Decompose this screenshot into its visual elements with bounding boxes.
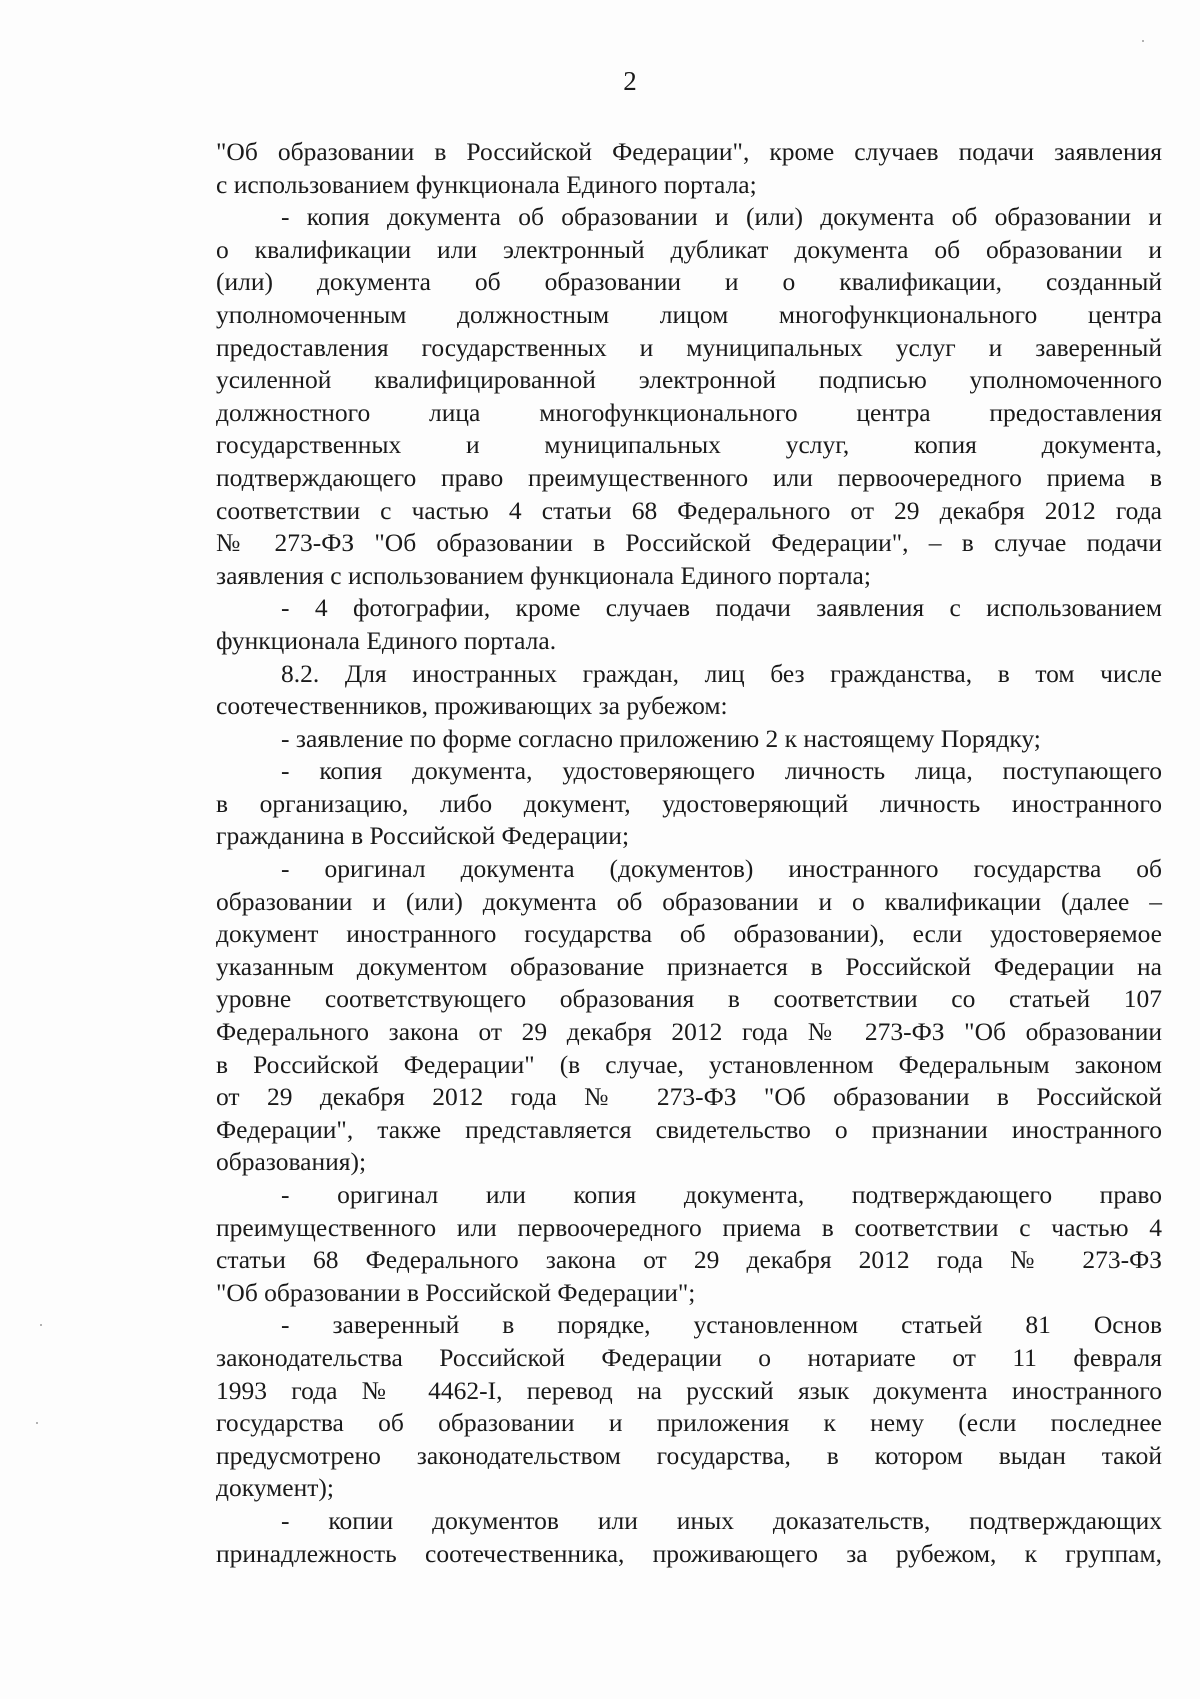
text-line: "Об образовании в Российской Федерации"; <box>216 1277 696 1307</box>
text-line: (или) документа об образовании и о квалификации, созданный <box>216 267 1162 297</box>
list-item-priority-right-document <box>216 1179 1162 1309</box>
text-line: заявления с использованием функционала Единого портала; <box>216 560 871 590</box>
list-item-photographs <box>216 592 1162 657</box>
text-line: Федерации", также представляется свидетельство о признании иностранного <box>216 1114 1162 1144</box>
text-line: - оригинал документа (документов) иностранного государства об <box>281 854 1162 884</box>
text-line: соотечественников, проживающих за рубежом: <box>216 691 728 721</box>
list-item-identity-document <box>216 755 1162 853</box>
text-line: предоставления государственных и муниципальных услуг и заверенный <box>216 332 1162 362</box>
text-line: образовании и (или) документа об образовании и о квалификации (далее – <box>216 886 1162 916</box>
list-item-foreign-education-original <box>216 853 1162 1179</box>
document-body <box>216 136 1162 1570</box>
text-line: государственных и муниципальных услуг, копия документа, <box>216 430 1162 460</box>
text-line: соответствии с частью 4 статьи 68 Федерального от 29 декабря 2012 года <box>216 495 1162 525</box>
text-line: - оригинал или копия документа, подтверждающего право <box>281 1180 1162 1209</box>
text-line: о квалификации или электронный дубликат документа об образовании и <box>216 234 1162 264</box>
text-line: должностного лица многофункционального центра предоставления <box>216 397 1162 427</box>
list-item-application-form <box>216 723 1162 756</box>
text-line: уровне соответствующего образования в соответствии со статьей 107 <box>216 984 1162 1014</box>
scan-speck <box>1142 40 1144 42</box>
text-line: 1993 года № 4462-I, перевод на русский язык документа иностранного <box>216 1375 1162 1405</box>
text-line: предусмотрено законодательством государства, в котором выдан такой <box>216 1440 1162 1470</box>
text-line: - копия документа, удостоверяющего личность лица, поступающего <box>281 756 1162 786</box>
text-line: подтверждающего право преимущественного или первоочередного приема в <box>216 462 1162 492</box>
text-line: "Об образовании в Российской Федерации", кроме случаев подачи заявления <box>216 137 1162 166</box>
list-item-education-document-copy <box>216 201 1162 592</box>
text-line: 8.2. Для иностранных граждан, лиц без гражданства, в том числе <box>281 658 1162 688</box>
text-line: функционала Единого портала. <box>216 625 557 655</box>
list-item-certified-translation <box>216 1309 1162 1505</box>
text-line: преимущественного или первоочередного приема в соответствии с частью 4 <box>216 1212 1162 1242</box>
list-item-compatriot-evidence <box>216 1505 1162 1570</box>
text-line: - 4 фотографии, кроме случаев подачи заявления с использованием <box>281 593 1162 623</box>
scan-speck <box>40 1324 42 1326</box>
text-line: указанным документом образование признается в Российской Федерации на <box>216 951 1162 981</box>
text-line: документ иностранного государства об образовании), если удостоверяемое <box>216 919 1162 949</box>
text-line: усиленной квалифицированной электронной подписью уполномоченного <box>216 365 1162 395</box>
text-line: государства об образовании и приложения к нему (если последнее <box>216 1408 1162 1438</box>
text-line: в Российской Федерации" (в случае, установленном Федеральным законом <box>216 1049 1162 1079</box>
text-line: образования); <box>216 1147 367 1177</box>
text-line: с использованием функционала Единого портала; <box>216 169 757 199</box>
text-line: документ); <box>216 1473 334 1503</box>
text-line: - заявление по форме согласно приложению 2 к настоящему Порядку; <box>281 723 1041 753</box>
text-line: - копии документов или иных доказательств, подтверждающих <box>281 1505 1162 1535</box>
text-line: статьи 68 Федерального закона от 29 декабря 2012 года № 273-ФЗ <box>216 1245 1162 1275</box>
text-line: - копия документа об образовании и (или) документа об образовании и <box>281 202 1162 232</box>
text-line: от 29 декабря 2012 года № 273-ФЗ "Об образовании в Российской <box>216 1082 1162 1112</box>
text-line: в организацию, либо документ, удостоверяющий личность иностранного <box>216 788 1162 818</box>
text-line: Федерального закона от 29 декабря 2012 года № 273-ФЗ "Об образовании <box>216 1017 1162 1047</box>
paragraph-continuation <box>216 136 1162 201</box>
text-line: гражданина в Российской Федерации; <box>216 821 630 851</box>
text-line: уполномоченным должностным лицом многофункционального центра <box>216 299 1162 329</box>
text-line: № 273-ФЗ "Об образовании в Российской Федерации", – в случае подачи <box>216 528 1162 558</box>
text-line: - заверенный в порядке, установленном статьей 81 Основ <box>281 1310 1162 1340</box>
text-line: законодательства Российской Федерации о нотариате от 11 февраля <box>216 1342 1162 1372</box>
page-number: 2 <box>623 66 637 96</box>
text-line: принадлежность соотечественника, проживающего за рубежом, к группам, <box>216 1538 1162 1568</box>
scan-speck <box>36 1422 38 1424</box>
section-8-2-heading <box>216 658 1162 723</box>
